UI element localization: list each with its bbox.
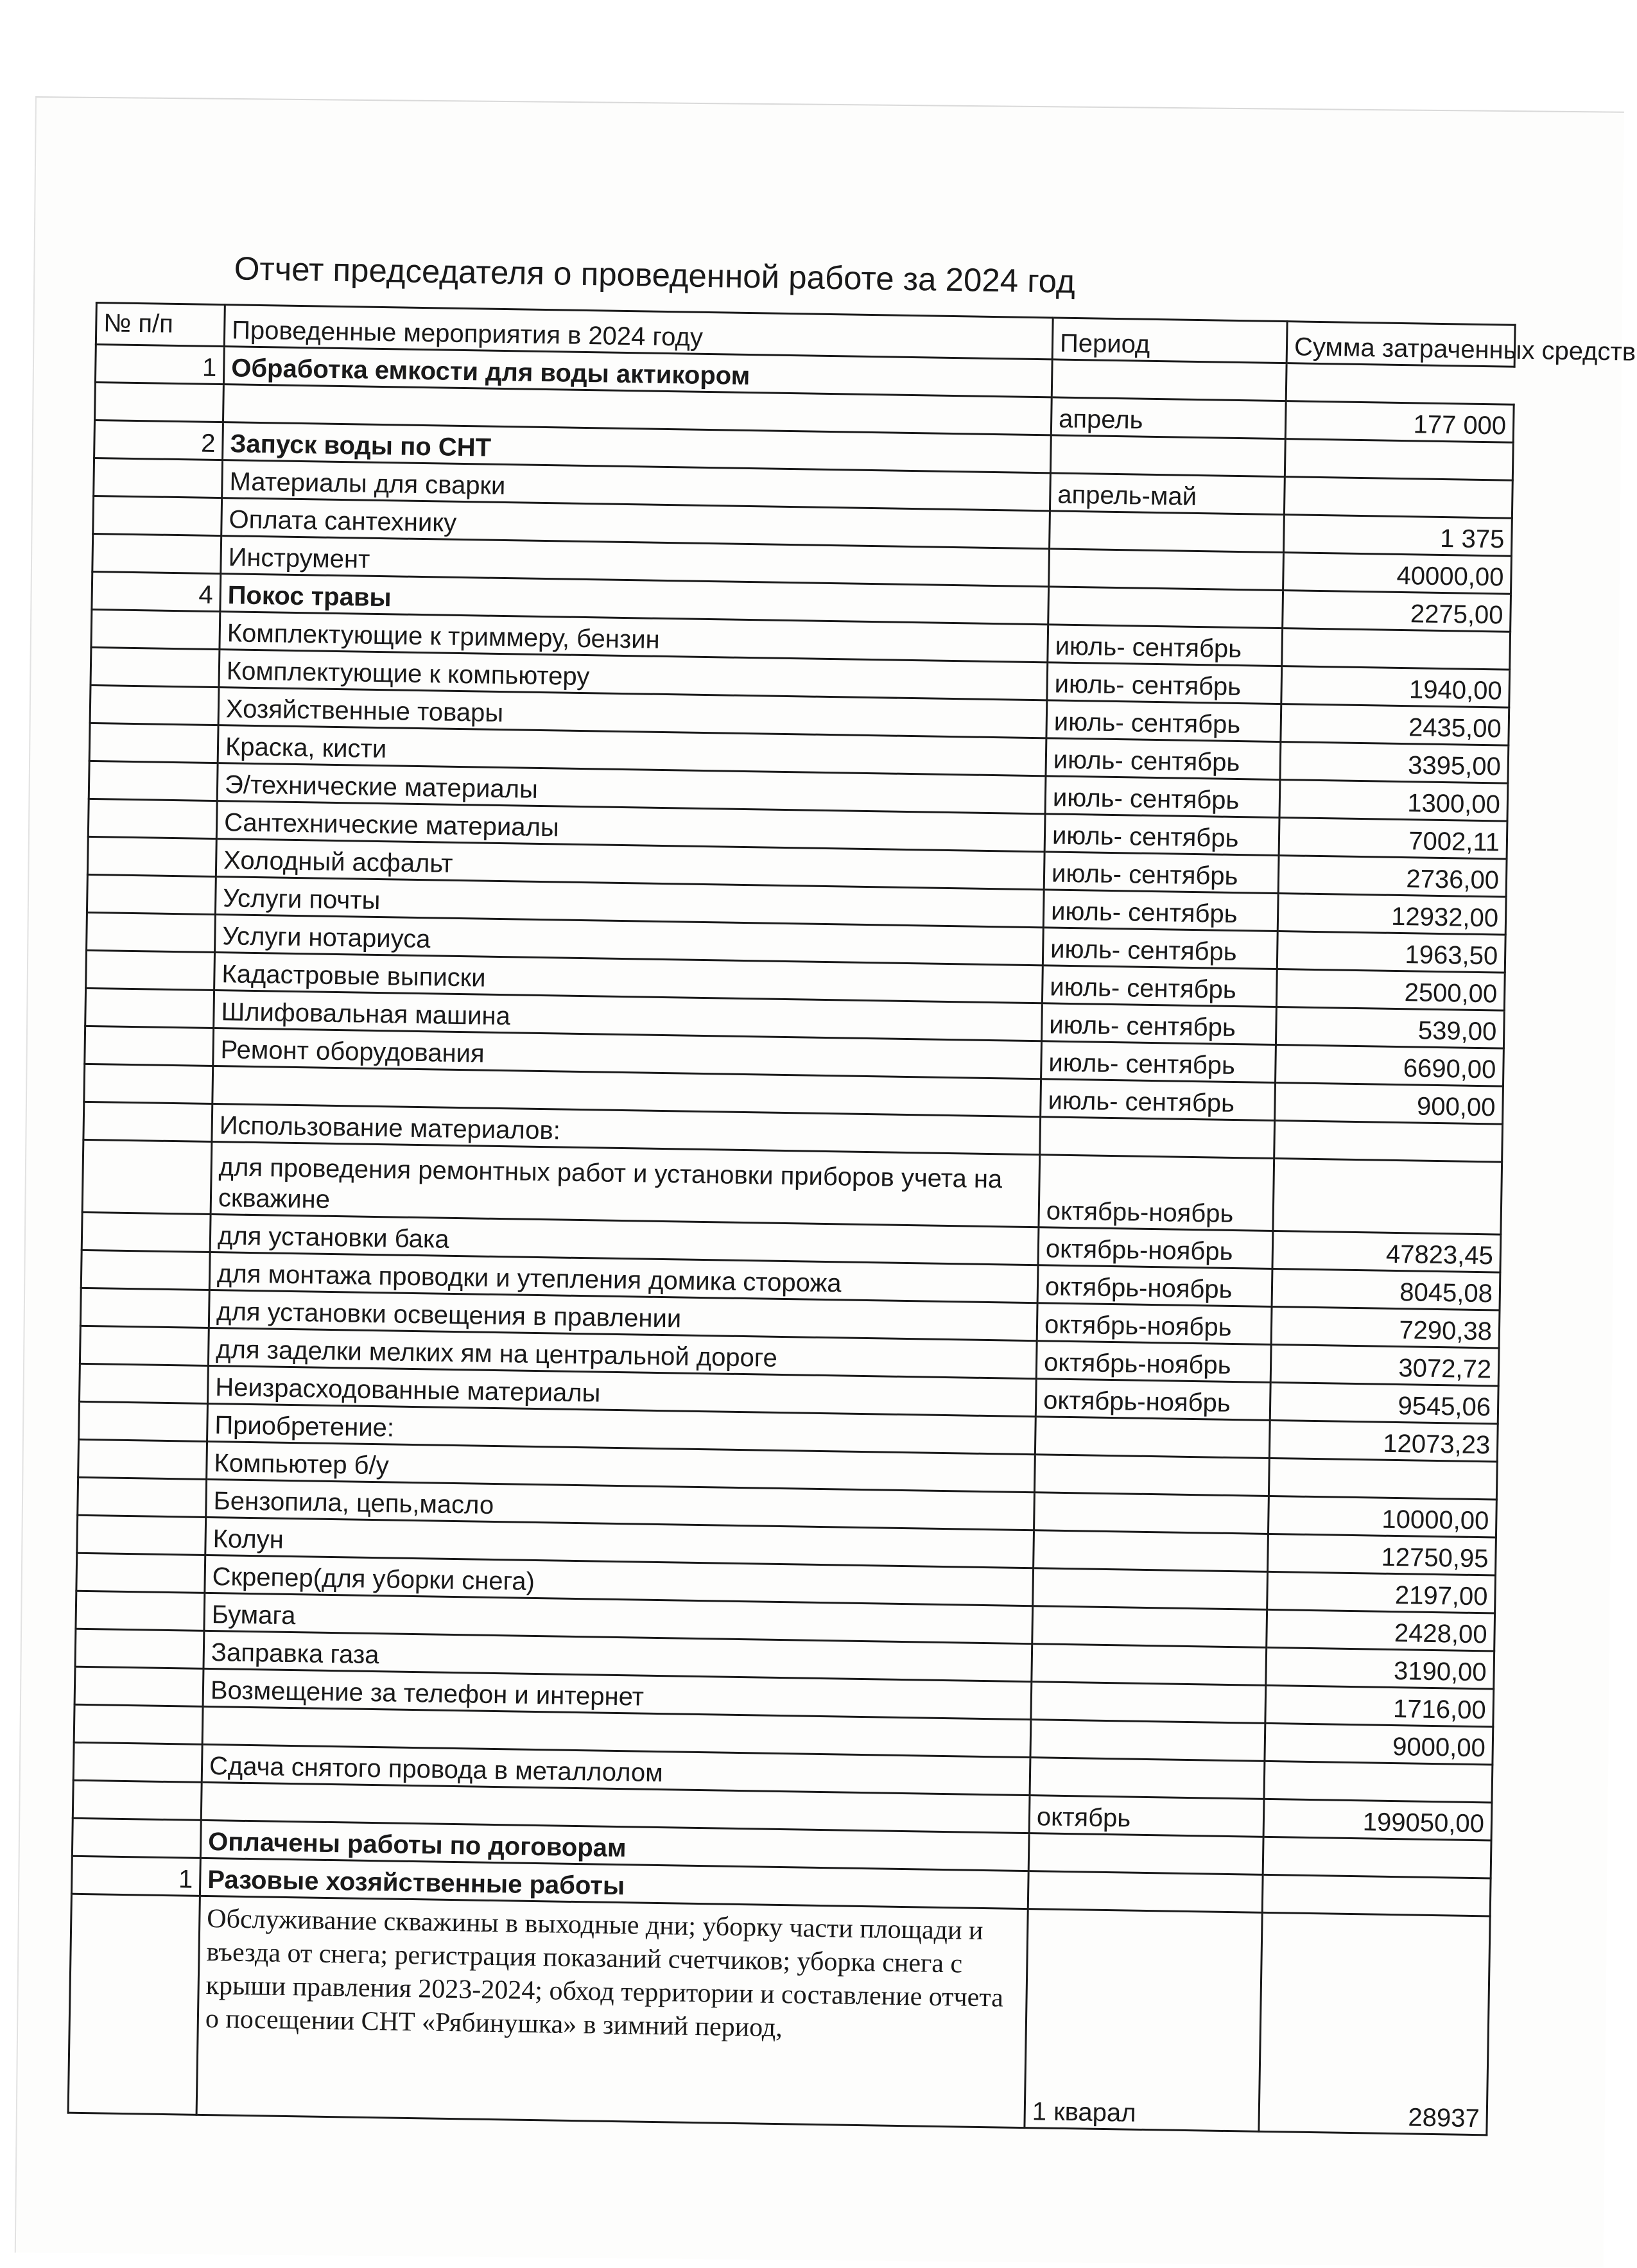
row-period-cell: июль- сентябрь [1041,1041,1276,1083]
row-item-cell: для заделки мелких ям на центральной дороге [208,1328,1037,1378]
row-period-cell: октябрь-ноябрь [1039,1155,1274,1231]
row-number-cell [88,799,217,838]
header-item: Проведенные мероприятия в 2024 году [224,305,1053,359]
row-item-cell: Оплачены работы по договорам [200,1820,1029,1871]
row-item-cell: для установки освещения в правлении [209,1290,1037,1340]
row-item-cell: Услуги нотариуса [215,915,1044,965]
row-period-cell [1034,1493,1269,1534]
row-sum-cell [1285,439,1513,481]
row-number-cell [81,1250,210,1290]
row-item-cell: Комплектующие к компьютеру [219,650,1048,700]
row-sum-cell: 2197,00 [1267,1571,1496,1613]
row-period-cell: июль- сентябрь [1043,890,1278,931]
row-period-cell [1028,1833,1263,1875]
row-item-cell: Компьютер б/у [207,1441,1035,1492]
row-period-cell: 1 кварал [1025,1909,1262,2132]
row-sum-cell: 2736,00 [1278,856,1507,897]
row-period-cell: июль- сентябрь [1041,1079,1276,1121]
row-sum-cell: 3190,00 [1266,1647,1494,1689]
row-number-cell [90,685,219,725]
row-number-cell [87,836,216,876]
row-number-cell [89,723,218,763]
row-item-cell: Материалы для сварки [222,460,1051,511]
row-sum-cell: 1940,00 [1281,666,1510,708]
row-item-cell: Колун [205,1517,1034,1568]
row-item-cell: Оплата сантехнику [221,498,1050,549]
row-sum-cell: 47823,45 [1272,1231,1501,1272]
row-period-cell [1052,359,1286,401]
row-sum-cell: 1 375 [1283,515,1512,557]
row-number-cell [77,1515,206,1555]
row-item-cell: Обслуживание скважины в выходные дни; уборку части площади и въезда от снега; регистрация показаний счетчиков; уборка снега с крыши правления 2023-2024; обход территории и составление отчета о посещении СНТ «Рябинушка» в зимний период, [196,1896,1028,2127]
row-period-cell [1031,1682,1266,1724]
row-sum-cell: 900,00 [1275,1083,1503,1125]
row-period-cell [1032,1644,1267,1686]
table-row [68,1894,1490,2135]
row-item-cell: Бумага [204,1593,1033,1643]
row-sum-cell [1264,1761,1493,1803]
row-sum-cell: 2428,00 [1267,1609,1495,1651]
row-item-cell: Сдача снятого провода в металлолом [202,1744,1030,1795]
row-period-cell [1028,1871,1263,1913]
row-item-cell: для проведения ремонтных работ и установки приборов учета на скважине [211,1141,1040,1227]
row-sum-cell: 12750,95 [1268,1534,1496,1575]
row-period-cell [1040,1117,1275,1159]
row-item-cell: Комплектующие к триммеру, бензин [220,612,1048,662]
row-number-cell [89,761,218,801]
row-sum-cell: 177 000 [1285,401,1514,443]
row-period-cell: июль- сентябрь [1044,814,1279,856]
row-period-cell: июль- сентябрь [1041,1003,1276,1045]
row-period-cell: июль- сентябрь [1045,776,1280,818]
row-period-cell [1050,435,1285,477]
row-number-cell: 1 [95,345,224,385]
row-period-cell [1030,1720,1265,1762]
row-number-cell [85,988,214,1028]
row-period-cell [1050,511,1285,553]
row-number-cell [87,912,216,952]
report-body [68,345,1514,2135]
row-item-cell: Обработка емкости для воды актикором [223,347,1052,397]
row-period-cell: июль- сентябрь [1048,625,1283,666]
row-sum-cell: 2500,00 [1276,969,1505,1011]
row-period-cell: апрель [1051,397,1286,439]
row-sum-cell [1284,477,1512,519]
row-number-cell [85,1026,214,1066]
row-sum-cell [1282,628,1511,670]
row-sum-cell: 28937 [1259,1912,1490,2135]
row-number-cell [91,647,220,687]
row-period-cell: октябрь-ноябрь [1037,1303,1272,1345]
row-item-cell: Скрепер(для уборки снега) [205,1555,1034,1606]
row-item-cell: Возмещение за телефон и интернет [203,1668,1032,1719]
row-sum-cell: 1963,50 [1277,931,1505,973]
row-period-cell [1032,1606,1267,1648]
row-number-cell [73,1780,202,1820]
row-sum-cell [1263,1837,1491,1878]
row-number-cell [87,874,216,914]
row-number-cell [74,1704,203,1744]
row-sum-cell: 10000,00 [1268,1496,1496,1537]
row-number-cell [82,1212,211,1252]
row-period-cell: октябрь [1029,1796,1264,1837]
row-sum-cell [1273,1158,1502,1234]
row-period-cell [1034,1530,1269,1572]
row-sum-cell: 6690,00 [1276,1045,1504,1087]
row-number-cell [73,1742,202,1782]
row-period-cell: октябрь-ноябрь [1036,1341,1271,1383]
row-sum-cell: 8045,08 [1272,1268,1500,1310]
row-item-cell: для монтажа проводки и утепления домика сторожа [209,1252,1038,1303]
row-period-cell: июль- сентябрь [1042,965,1277,1007]
row-number-cell [92,533,221,573]
row-item-cell: Э/технические материалы [217,763,1046,814]
row-period-cell: октябрь-ноябрь [1038,1227,1273,1269]
row-number-cell [93,496,222,535]
row-number-cell [95,382,224,422]
row-period-cell: июль- сентябрь [1043,928,1278,969]
report-table [67,302,1636,2136]
row-number-cell [82,1139,212,1214]
row-item-cell: Заправка газа [204,1631,1032,1681]
row-period-cell: октябрь-ноябрь [1035,1379,1270,1421]
row-sum-cell: 12073,23 [1269,1420,1498,1462]
row-number-cell [86,950,215,990]
row-period-cell [1048,587,1283,628]
row-sum-cell [1269,1458,1497,1500]
row-sum-cell [1274,1120,1503,1162]
row-period-cell: июль- сентябрь [1047,662,1282,704]
row-number-cell [68,1894,200,2115]
row-number-cell [76,1591,205,1631]
row-sum-cell: 1300,00 [1279,780,1508,822]
header-sum: Сумма затраченных средств [1286,322,1515,367]
row-number-cell: 2 [94,420,223,460]
row-sum-cell: 3395,00 [1280,742,1509,784]
row-sum-cell: 199050,00 [1263,1799,1492,1840]
row-number-cell [94,458,223,498]
row-number-cell [83,1102,212,1141]
row-number-cell [79,1401,208,1441]
row-item-cell: Шлифовальная машина [214,991,1043,1041]
row-period-cell [1033,1568,1268,1610]
row-item-cell: Использование материалов: [212,1104,1041,1155]
row-item-cell: Сантехнические материалы [216,801,1045,852]
row-number-cell [76,1553,205,1593]
row-item-cell: Кадастровые выписки [214,953,1043,1003]
row-item-cell: Хозяйственные товары [218,688,1047,738]
row-sum-cell [1262,1874,1491,1916]
row-sum-cell: 3072,72 [1270,1344,1499,1386]
row-number-cell [80,1288,209,1328]
row-item-cell: Холодный асфальт [216,839,1044,890]
row-number-cell [79,1363,208,1403]
row-number-cell [91,609,220,649]
row-number-cell [78,1477,207,1517]
row-number-cell [74,1666,204,1706]
row-item-cell: Инструмент [221,536,1050,587]
row-item-cell: для установки бака [210,1214,1039,1265]
row-period-cell [1034,1455,1269,1496]
row-period-cell: июль- сентябрь [1046,700,1281,742]
row-sum-cell: 2275,00 [1283,591,1511,632]
row-period-cell: октябрь-ноябрь [1037,1265,1272,1307]
row-period-cell [1035,1417,1270,1459]
row-item-cell: Запуск воды по СНТ [223,422,1052,473]
row-number-cell [84,1064,213,1104]
row-sum-cell: 7002,11 [1279,818,1507,860]
row-sum-cell: 539,00 [1276,1007,1504,1049]
row-item-cell: Разовые хозяйственные работы [200,1858,1028,1909]
row-item-cell: Покос травы [220,574,1049,625]
row-number-cell [78,1439,207,1479]
row-sum-cell: 1716,00 [1265,1685,1494,1727]
row-sum-cell: 2435,00 [1281,704,1509,746]
row-number-cell: 1 [71,1856,200,1896]
row-sum-cell: 7290,38 [1271,1306,1500,1348]
row-sum-cell: 12932,00 [1278,894,1506,935]
report-title: Отчет председателя о проведенной работе за 2024 год [234,250,1076,300]
row-sum-cell: 9545,06 [1270,1382,1498,1424]
row-number-cell [80,1326,209,1365]
row-period-cell: июль- сентябрь [1044,852,1279,894]
row-period-cell [1030,1758,1265,1799]
row-item-cell: Краска, кисти [218,725,1046,776]
header-num: № п/п [96,303,225,347]
row-period-cell: апрель-май [1050,473,1285,515]
header-period: Период [1052,318,1287,363]
row-sum-cell: 40000,00 [1283,553,1512,594]
row-number-cell: 4 [92,571,221,611]
row-item-cell: Бензопила, цепь,масло [206,1479,1035,1530]
row-number-cell [72,1818,201,1858]
row-period-cell: июль- сентябрь [1046,738,1281,780]
row-number-cell [75,1629,204,1668]
row-item-cell: Приобретение: [207,1403,1036,1454]
row-item-cell: Неизрасходованные материалы [207,1365,1036,1416]
row-item-cell: Услуги почты [215,877,1044,928]
row-period-cell [1049,549,1284,591]
row-sum-cell: 9000,00 [1265,1723,1493,1765]
row-item-cell: Ремонт оборудования [213,1028,1042,1079]
